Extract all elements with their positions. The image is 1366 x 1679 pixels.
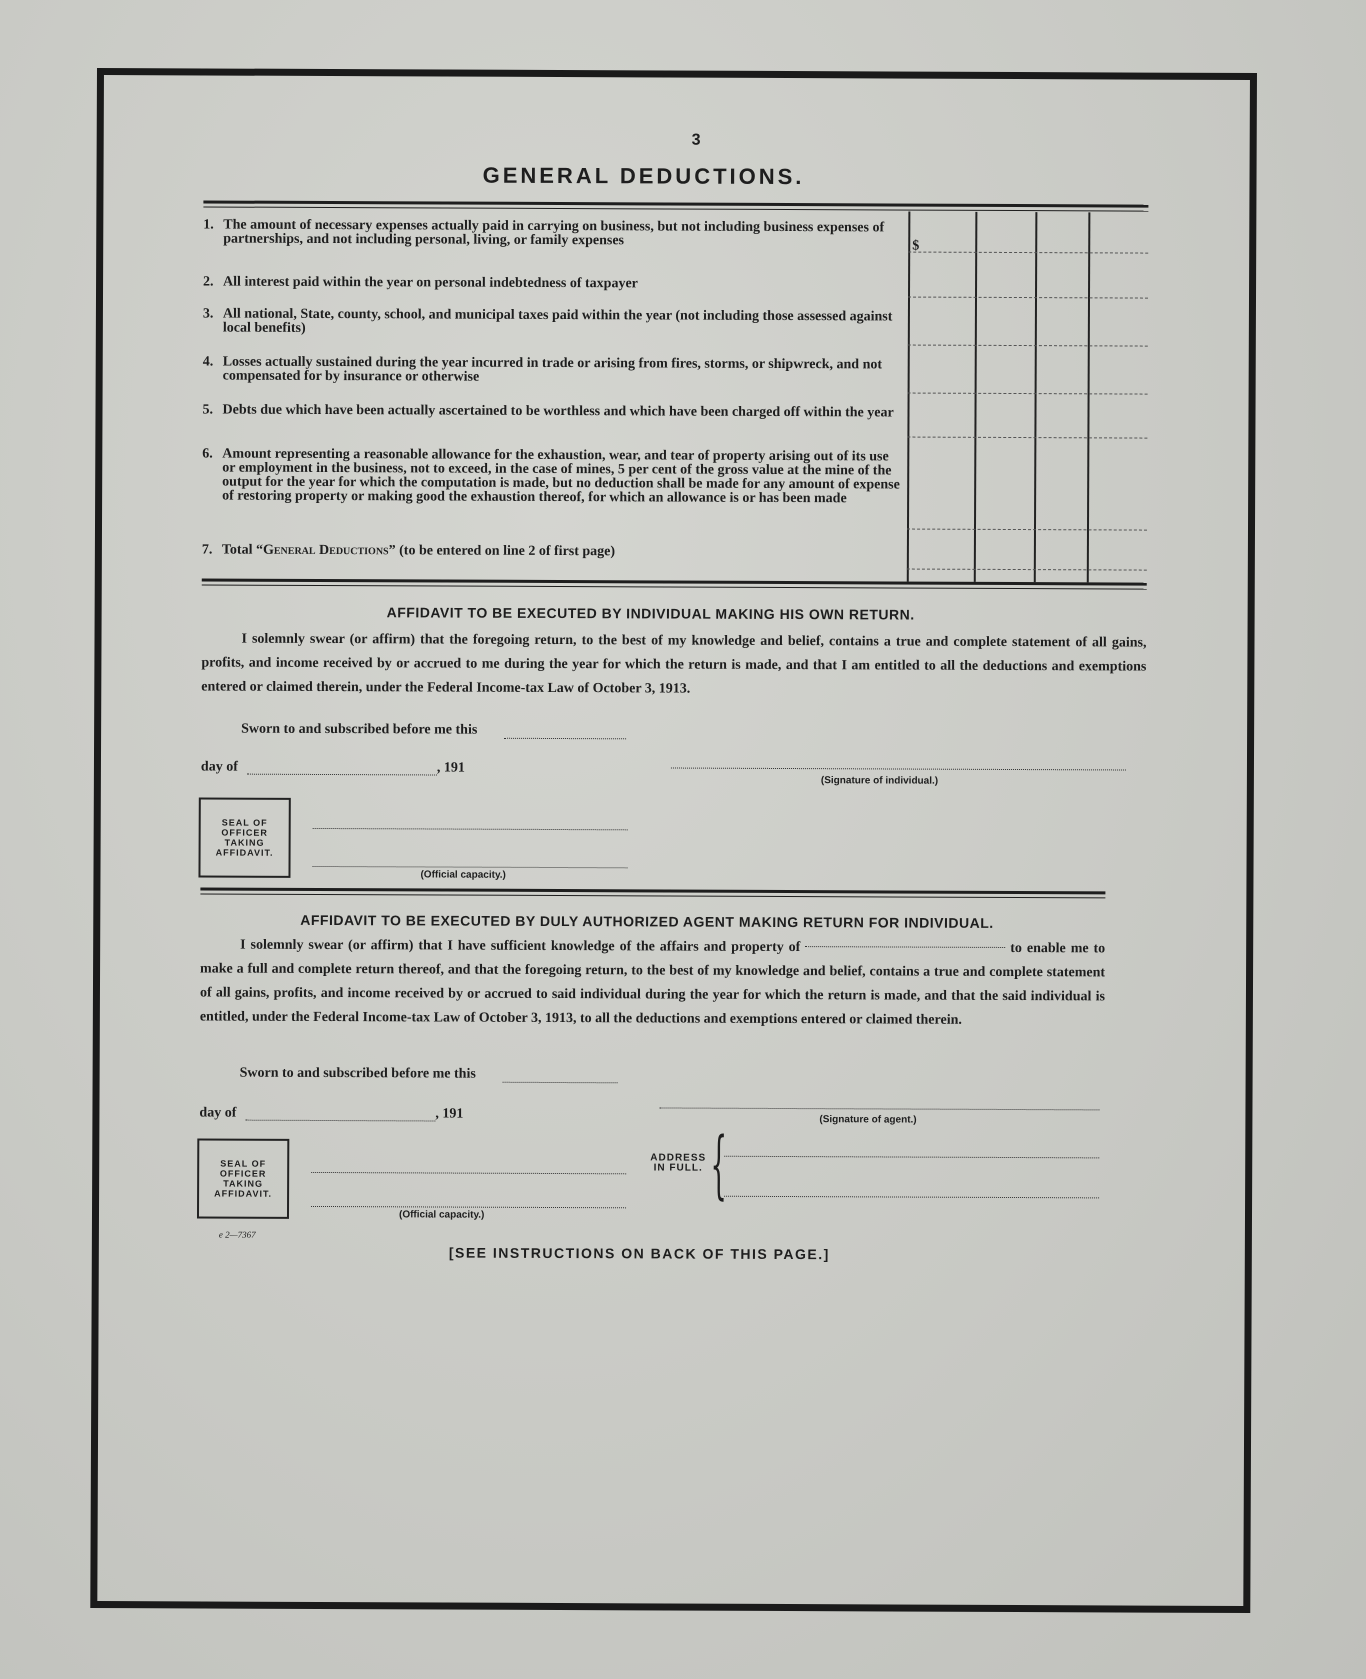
official-capacity-caption: (Official capacity.) [420, 869, 506, 881]
address-brace: { [710, 1121, 728, 1208]
address-line-1[interactable] [724, 1156, 1099, 1159]
amount-entry-line[interactable] [907, 437, 1147, 439]
address-line-2[interactable] [724, 1196, 1099, 1199]
seal-box: SEAL OF OFFICER TAKING AFFIDAVIT. [198, 797, 290, 877]
amount-column-divider [907, 212, 910, 582]
deduction-item-3: 3. All national, State, county, school, and municipal taxes paid within the year (not including those assessed against local benefits) [202, 306, 893, 336]
official-capacity-field[interactable] [313, 866, 628, 868]
agent-year-prefix: , 191 [435, 1106, 464, 1122]
amount-column-divider [1034, 212, 1037, 582]
agent-sworn-date-field[interactable] [503, 1082, 618, 1084]
form-number: e 2—7367 [218, 1229, 256, 1240]
agent-official-capacity-field[interactable] [311, 1206, 626, 1208]
sworn-statement-label: Sworn to and subscribed before me this [241, 721, 478, 738]
deduction-item-2: 2. All interest paid within the year on personal indebtedness of taxpayer [203, 274, 638, 292]
amount-entry-line[interactable] [908, 297, 1148, 299]
signature-caption: (Signature of individual.) [820, 775, 939, 787]
affidavit-individual-heading: AFFIDAVIT TO BE EXECUTED BY INDIVIDUAL MAKING HIS OWN RETURN. [386, 604, 915, 623]
agent-month-field[interactable] [245, 1120, 435, 1122]
year-prefix: , 191 [436, 760, 465, 776]
page-title: GENERAL DEDUCTIONS. [482, 162, 805, 190]
amount-column-divider [1087, 212, 1090, 582]
footer-instructions: [SEE INSTRUCTIONS ON BACK OF THIS PAGE.] [448, 1244, 830, 1263]
agent-seal-box: SEAL OF OFFICER TAKING AFFIDAVIT. [197, 1138, 289, 1218]
agent-property-of-field[interactable] [805, 946, 1005, 948]
day-of-label: day of [200, 759, 238, 775]
agent-signature-caption: (Signature of agent.) [819, 1114, 917, 1126]
dollar-sign: $ [912, 238, 920, 254]
month-field[interactable] [247, 774, 437, 776]
amount-column-divider [974, 212, 977, 582]
deduction-item-5: 5. Debts due which have been actually ascertained to be worthless and which have been charged off within the year [202, 402, 894, 421]
page-border-frame [90, 68, 1257, 1613]
section-divider-rule-thin [200, 893, 1105, 898]
amount-entry-line[interactable] [908, 252, 1148, 254]
title-rule-thin [203, 206, 1148, 211]
amount-entry-line[interactable] [907, 529, 1147, 531]
agent-sworn-label: Sworn to and subscribed before me this [239, 1065, 476, 1082]
sworn-date-field[interactable] [504, 738, 626, 740]
amount-entry-line[interactable] [908, 345, 1148, 347]
agent-signature-field[interactable] [659, 1107, 1099, 1110]
affidavit-agent-body: I solemnly swear (or affirm) that I have sufficient knowledge of the affairs and property of to enable me to make a full and complete return thereof, and that the foregoing return, to the best of my knowledge and belief, contains a true and complete statement of all gains, profits, and income received by or accrued to said individual during the year for which the return is made, and that the said individual is entitled, under the Federal Income-tax Law of October 3, 1913, to all the deductions and exemptions entered or claimed therein. [199, 937, 1106, 1028]
affidavit-agent-heading: AFFIDAVIT TO BE EXECUTED BY DULY AUTHORIZED AGENT MAKING RETURN FOR INDIVIDUAL. [300, 911, 994, 931]
individual-signature-field[interactable] [671, 768, 1126, 771]
table-bottom-rule-thin [202, 584, 1147, 589]
page-number: 3 [691, 131, 701, 149]
deduction-item-7-total: 7. Total “General Deductions” (to be entered on line 2 of first page) [201, 542, 616, 560]
agent-officer-name-field[interactable] [311, 1172, 626, 1174]
agent-official-capacity-caption: (Official capacity.) [398, 1209, 485, 1221]
address-label: ADDRESS IN FULL. [650, 1152, 707, 1174]
agent-day-of-label: day of [199, 1105, 237, 1121]
amount-total-line[interactable] [907, 569, 1147, 571]
amount-entry-line[interactable] [908, 393, 1148, 395]
deduction-item-6: 6. Amount representing a reasonable allowance for the exhaustion, wear, and tear of property arising out of its use or employment in the business, not to exceed, in the case of mines, 5 per cent of the gross value at the mine of the output for the year for which the computation is made, but no deduction shall be made for any amount of expense of restoring property or making good the exhaustion thereof, for which an allowance is or has been made [202, 446, 900, 507]
affidavit-individual-body: I solemnly swear (or affirm) that the foregoing return, to the best of my knowledge and belief, contains a true and complete statement of all gains, profits, and income received by or accrued to me during the year for which the return is made, and that I am entitled to all the deductions and exemptions entered or claimed therein, under the Federal Income-tax Law of October 3, 1913. [201, 631, 1147, 697]
officer-name-field[interactable] [313, 828, 628, 830]
deduction-item-4: 4. Losses actually sustained during the year incurred in trade or arising from fires, storms, or shipwreck, and not compensated for by insurance or otherwise [202, 354, 883, 385]
deduction-item-1: 1. The amount of necessary expenses actually paid in carrying on business, but not including business expenses of partnerships, and not including personal, living, or family expenses [203, 217, 885, 249]
